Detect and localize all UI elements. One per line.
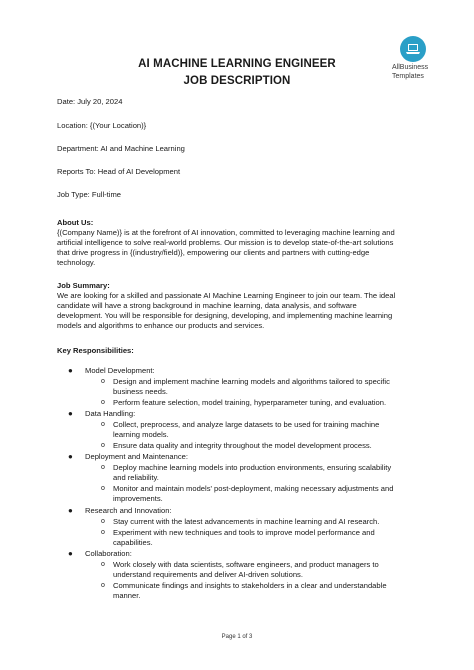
logo-line1: AllBusiness <box>392 64 429 71</box>
responsibility-item: Experiment with new techniques and tools to improve model performance and <box>113 528 375 537</box>
responsibility-item: Communicate findings and insights to stakeholders in a clear and understandable <box>113 581 387 590</box>
about-line: technology. <box>57 258 96 267</box>
document-title: AI MACHINE LEARNING ENGINEER <box>138 58 336 70</box>
sub-bullet-icon: o <box>101 518 105 525</box>
bullet-icon: ● <box>68 409 73 418</box>
responsibility-item: Collect, preprocess, and analyze large datasets to be used for training machine <box>113 420 380 429</box>
responsibility-group-title: Model Development: <box>85 366 155 375</box>
responsibility-group-title: Data Handling: <box>85 409 136 418</box>
bullet-icon: ● <box>68 366 73 375</box>
responsibility-item: Stay current with the latest advancements in machine learning and AI research. <box>113 517 380 526</box>
sub-bullet-icon: o <box>101 421 105 428</box>
responsibility-item-cont: improvements. <box>113 494 163 503</box>
about-line: artificial intelligence to solve real-world problems. Our mission is to develop state-of-the-art solutions <box>57 238 394 247</box>
sub-bullet-icon: o <box>101 464 105 471</box>
sub-bullet-icon: o <box>101 582 105 589</box>
summary-line: models and algorithms to enhance our products and services. <box>57 321 265 330</box>
about-line: {(Company Name)} is at the forefront of AI innovation, committed to leveraging machine learning and <box>57 228 395 237</box>
sub-bullet-icon: o <box>101 529 105 536</box>
sub-bullet-icon: o <box>101 442 105 449</box>
summary-line: We are looking for a skilled and passionate AI Machine Learning Engineer to join our team. The ideal <box>57 291 396 300</box>
responsibility-item: Monitor and maintain models' post-deployment, making necessary adjustments and <box>113 484 394 493</box>
reports-to-line: Reports To: Head of AI Development <box>57 167 181 176</box>
summary-line: development. You will be responsible for designing, developing, and implementing machine learning <box>57 311 393 320</box>
responsibility-group-title: Deployment and Maintenance: <box>85 452 189 461</box>
about-heading: About Us: <box>57 218 94 227</box>
summary-line: candidate will have a strong background in machine learning, data analysis, and software <box>57 301 357 310</box>
responsibility-item: Ensure data quality and integrity throughout the model development process. <box>113 441 372 450</box>
summary-heading: Job Summary: <box>57 281 110 290</box>
date-line: Date: July 20, 2024 <box>57 97 123 106</box>
location-line: Location: {(Your Location)} <box>57 121 147 130</box>
bullet-icon: ● <box>68 549 73 558</box>
responsibility-item-cont: and reliability. <box>113 473 159 482</box>
responsibility-item: Work closely with data scientists, software engineers, and product managers to <box>113 560 379 569</box>
bullet-icon: ● <box>68 452 73 461</box>
bullet-icon: ● <box>68 506 73 515</box>
about-line: that drive progress in {(industry/field)}, empowering our clients and partners with cutting-edge <box>57 248 370 257</box>
responsibility-item-cont: learning models. <box>113 430 169 439</box>
sub-bullet-icon: o <box>101 485 105 492</box>
job-type-line: Job Type: Full-time <box>57 190 122 199</box>
sub-bullet-icon: o <box>101 378 105 385</box>
sub-bullet-icon: o <box>101 561 105 568</box>
sub-bullet-icon: o <box>101 399 105 406</box>
responsibility-group-title: Research and Innovation: <box>85 506 172 515</box>
document-subtitle: JOB DESCRIPTION <box>183 75 291 87</box>
responsibility-item: Deploy machine learning models into production environments, ensuring scalability <box>113 463 392 472</box>
responsibility-item: Design and implement machine learning models and algorithms tailored to specific <box>113 377 390 386</box>
responsibility-item-cont: business needs. <box>113 387 168 396</box>
responsibilities-heading: Key Responsibilities: <box>57 346 134 355</box>
responsibility-item: Perform feature selection, model training, hyperparameter tuning, and evaluation. <box>113 398 387 407</box>
logo-line2: Templates <box>392 72 424 80</box>
page-number: Page 1 of 3 <box>221 634 253 640</box>
department-line: Department: AI and Machine Learning <box>57 144 185 153</box>
responsibility-item-cont: capabilities. <box>113 538 153 547</box>
responsibility-item-cont: manner. <box>113 591 141 600</box>
responsibility-group-title: Collaboration: <box>85 549 132 558</box>
responsibility-item-cont: understand requirements and deliver AI-driven solutions. <box>113 570 303 579</box>
